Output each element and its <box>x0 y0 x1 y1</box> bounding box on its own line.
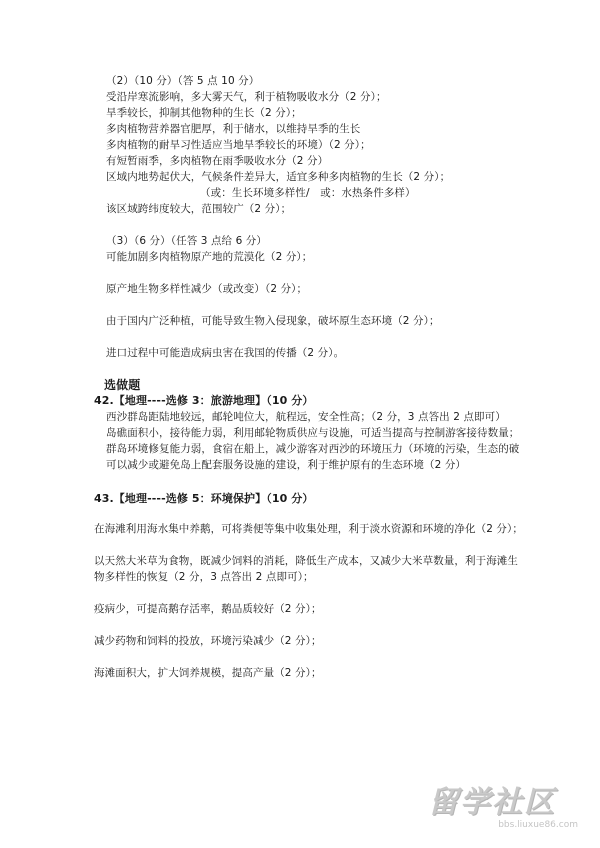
part3-line-2: 原产地生物多样性减少（或改变）（2 分）； <box>106 283 308 295</box>
part2-line-6: 区域内地势起伏大，气候条件差异大，适宜多种多肉植物的生长（2 分）； <box>106 171 451 183</box>
q42-line-2: 岛礁面积小，接待能力弱，利用邮轮物质供应与设施，可适当提高与控制游客接待数量； <box>106 427 520 439</box>
part2-line-7: （或：生长环境多样性/ 或：水热条件多样） <box>200 187 416 199</box>
q43-heading: 43.【地理----选修 5：环境保护】（10 分） <box>94 492 314 505</box>
watermark-text: 留学社区 <box>428 785 556 820</box>
q43-line-4: 疫病少，可提高鹅存活率，鹅品质较好（2 分）； <box>94 603 322 615</box>
q43-line-3: 物多样性的恢复（2 分，3 点答出 2 点即可）； <box>94 571 314 583</box>
q42-line-4: 可以减少或避免岛上配套服务设施的建设，利于维护原有的生态环境（2 分） <box>106 459 467 471</box>
q43-line-5: 减少药物和饲料的投放，环境污染减少（2 分）； <box>94 635 322 647</box>
part2-line-1: 受沿岸寒流影响，多大雾天气，利于植物吸收水分（2 分）； <box>106 91 387 103</box>
q43-line-2: 以天然大米草为食物，既减少饲料的消耗，降低生产成本，又减少大米草数量，利于海滩生 <box>94 555 518 567</box>
q43-line-6: 海滩面积大，扩大饲养规模，提高产量（2 分）； <box>94 667 322 679</box>
watermark-url: bbs.liuxue86.com <box>498 820 578 830</box>
part2-line-8: 该区域跨纬度较大，范围较广（2 分）； <box>106 203 292 215</box>
part3-line-3: 由于国内广泛种植，可能导致生物入侵现象，破坏原生态环境（2 分）； <box>106 315 440 327</box>
q42-line-3: 群岛环境修复能力弱，食宿在船上，减少游客对西沙的环境压力（环境的污染，生态的破 <box>106 443 520 455</box>
site-watermark-logo <box>428 785 578 830</box>
part2-line-5: 有短暂雨季，多肉植物在雨季吸收水分（2 分） <box>106 155 329 167</box>
part2-line-2: 旱季较长，抑制其他物种的生长（2 分）； <box>106 107 302 119</box>
part2-line-3: 多肉植物营养器官肥厚，利于储水，以维持旱季的生长 <box>106 123 361 135</box>
part2-line-4: 多肉植物的耐旱习性适应当地旱季较长的环境）（2 分）； <box>106 139 371 151</box>
part3-heading: （3）（6 分）（任答 3 点给 6 分） <box>106 235 268 247</box>
q42-heading: 42.【地理----选修 3：旅游地理】（10 分） <box>94 394 314 407</box>
q43-line-1: 在海滩利用海水集中养鹅，可将粪便等集中收集处理，利于淡水资源和环境的净化（2 分）； <box>94 523 523 535</box>
part2-heading: （2）（10 分）（答 5 点 10 分） <box>106 75 260 87</box>
part3-line-4: 进口过程中可能造成病虫害在我国的传播（2 分）。 <box>106 347 345 359</box>
elective-title: 选做题 <box>104 378 141 392</box>
q42-line-1: 西沙群岛距陆地较远，邮轮吨位大，航程远，安全性高；（2 分，3 点答出 2 点即可） <box>106 411 506 423</box>
part3-line-1: 可能加剧多肉植物原产地的荒漠化（2 分）； <box>106 251 313 263</box>
